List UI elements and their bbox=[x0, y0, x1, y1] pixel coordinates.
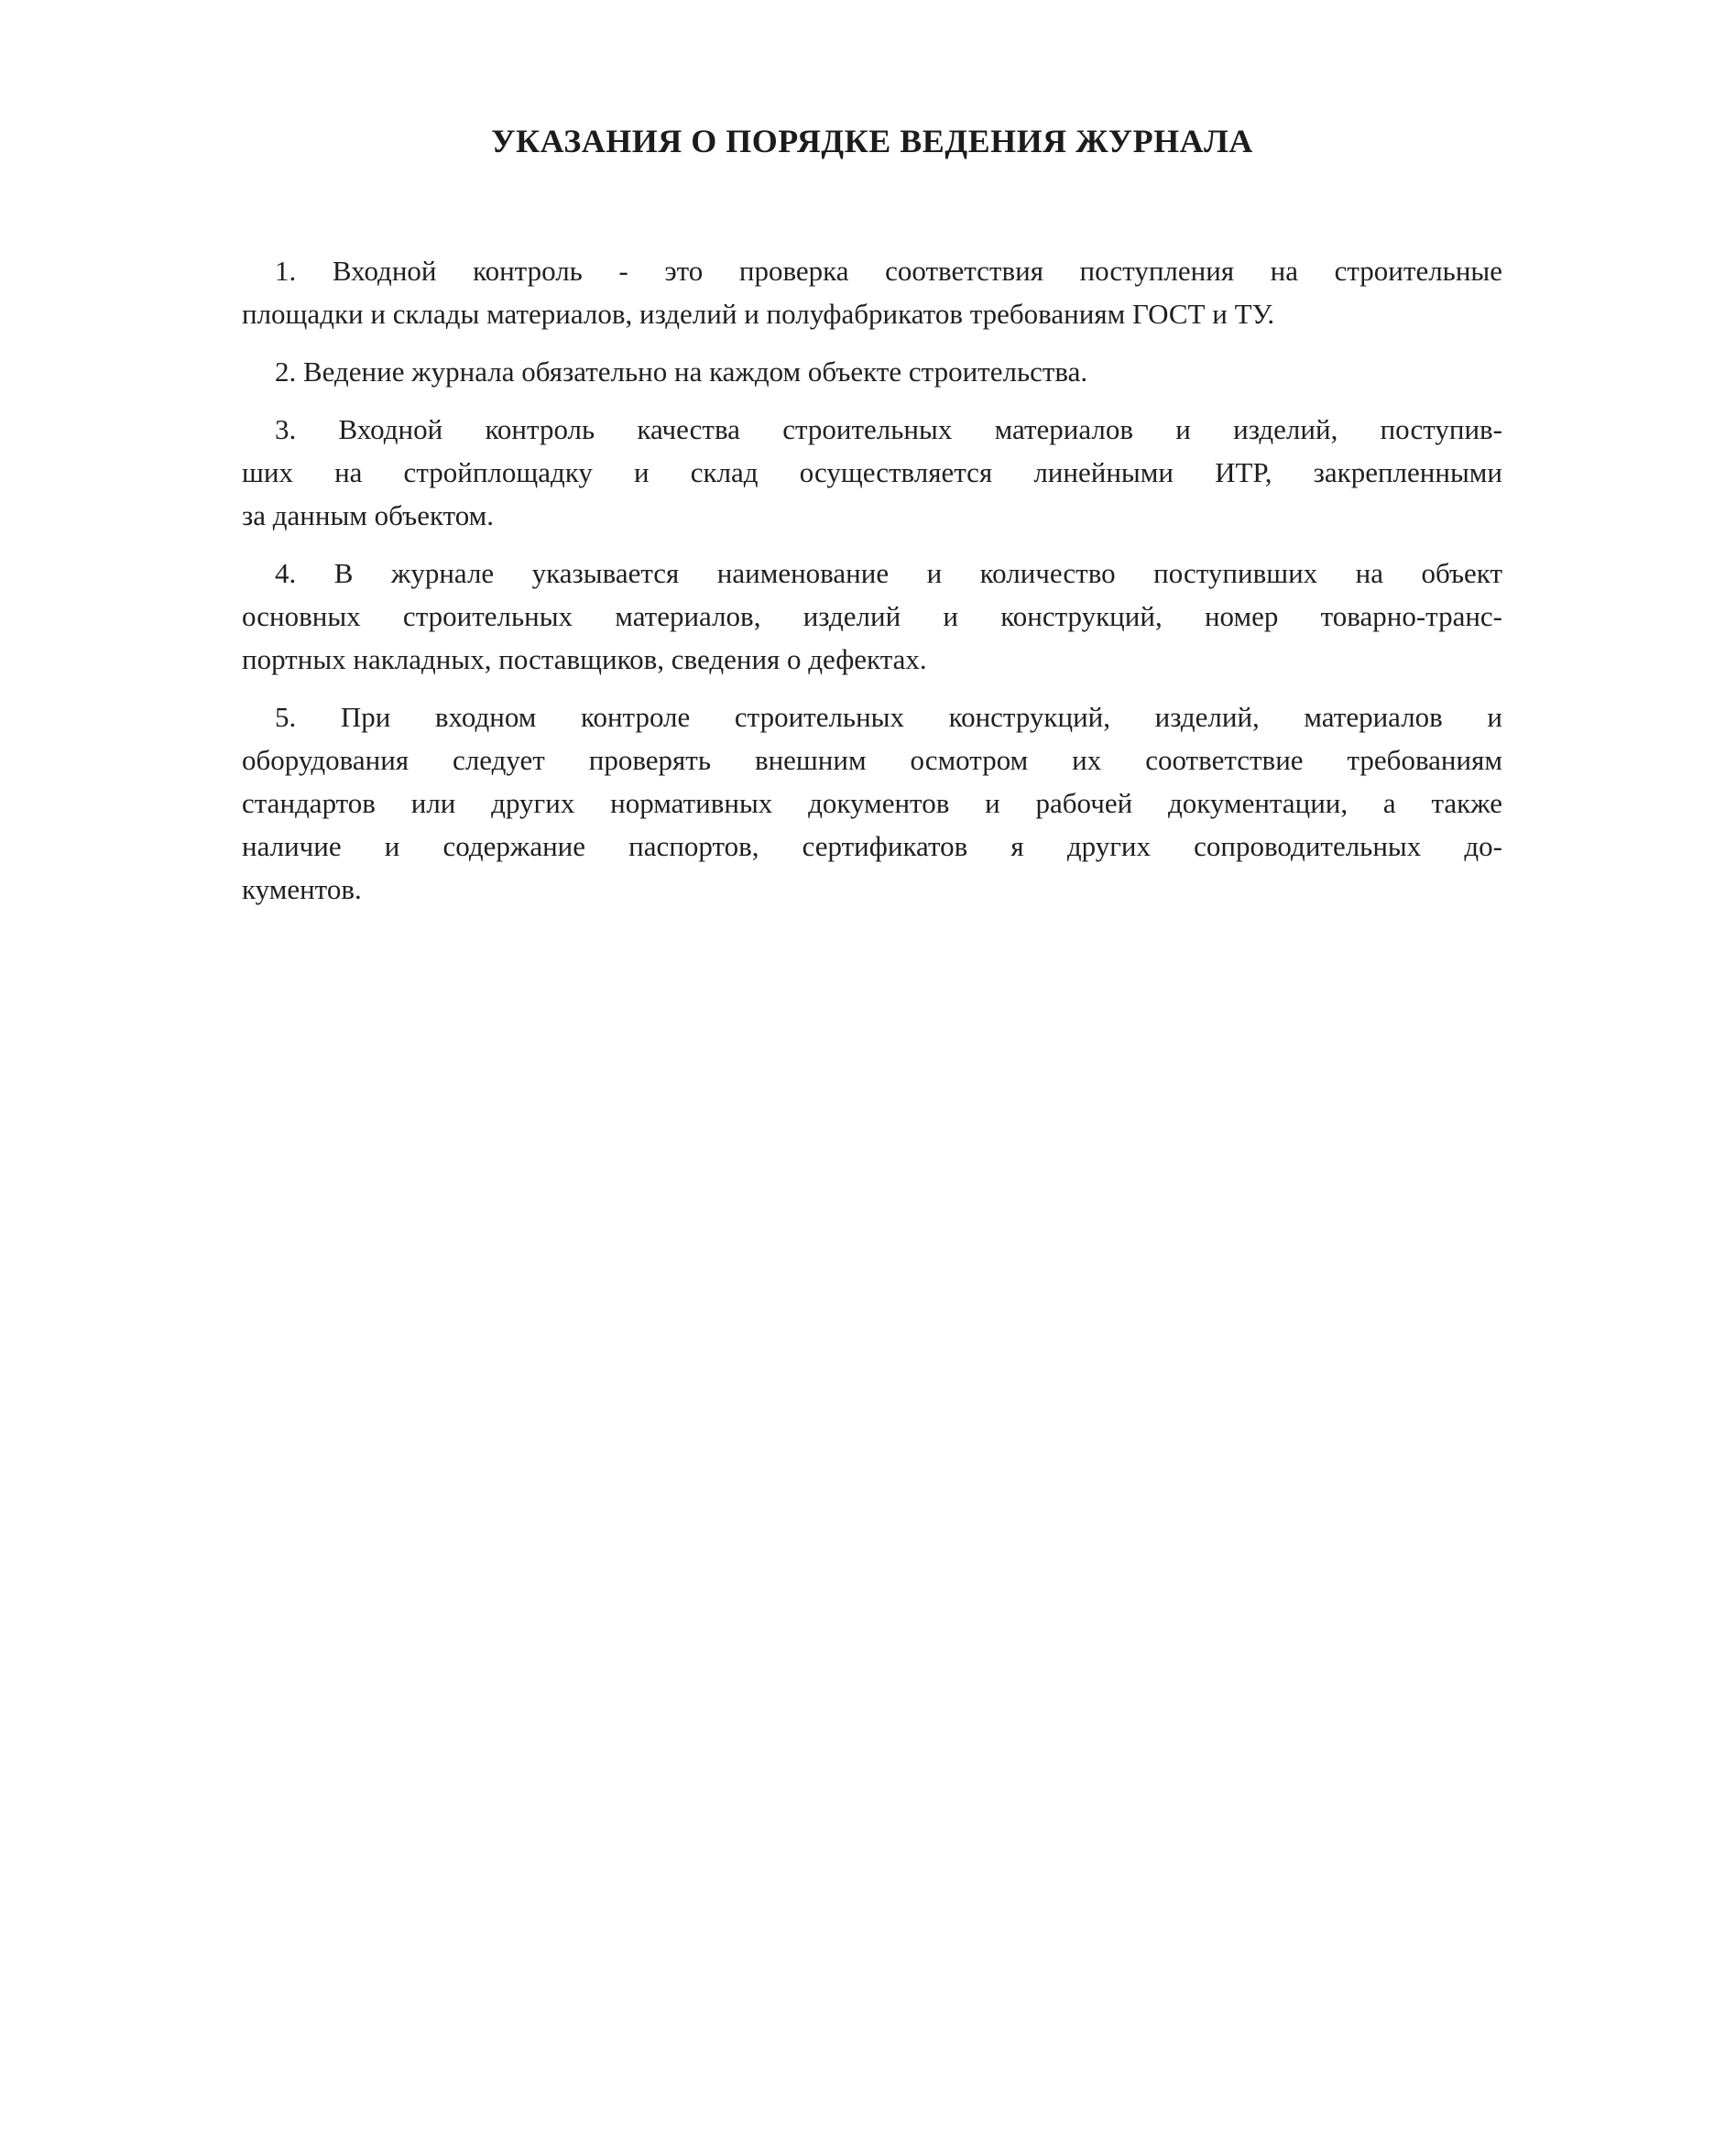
paragraph-line: за данным объектом. bbox=[242, 499, 495, 531]
paragraph-line: 4. В журнале указывается наименование и количество поступивших на объект bbox=[275, 557, 1502, 589]
page-content bbox=[242, 121, 1502, 925]
instruction-paragraph bbox=[242, 249, 1502, 335]
instruction-paragraph bbox=[242, 695, 1502, 911]
instruction-paragraph bbox=[242, 408, 1502, 537]
paragraph-line: оборудования следует проверять внешним осмотром их соответствие требованиям bbox=[242, 744, 1502, 776]
instruction-paragraph bbox=[242, 350, 1502, 393]
page-title: УКАЗАНИЯ О ПОРЯДКЕ ВЕДЕНИЯ ЖУРНАЛА bbox=[491, 123, 1253, 159]
paragraph-line: основных строительных материалов, изделий и конструкций, номер товарно-транс- bbox=[242, 600, 1502, 632]
paragraph-line: 1. Входной контроль - это проверка соответствия поступления на строительные bbox=[275, 255, 1502, 287]
paragraph-line: ших на стройплощадку и склад осуществляется линейными ИТР, закрепленными bbox=[242, 456, 1502, 488]
paragraph-line: 5. При входном контроле строительных конструкций, изделий, материалов и bbox=[275, 701, 1502, 733]
paragraph-line: площадки и склады материалов, изделий и полуфабрикатов требованиям ГОСТ и ТУ. bbox=[242, 298, 1275, 330]
paragraph-line: 2. Ведение журнала обязательно на каждом объекте строительства. bbox=[275, 355, 1088, 388]
paragraph-line: 3. Входной контроль качества строительных материалов и изделий, поступив- bbox=[275, 413, 1502, 445]
paragraph-line: стандартов или других нормативных документов и рабочей документации, а также bbox=[242, 787, 1502, 819]
paragraph-line: кументов. bbox=[242, 873, 362, 905]
instruction-paragraph bbox=[242, 552, 1502, 681]
paragraph-line: наличие и содержание паспортов, сертификатов я других сопроводительных до- bbox=[242, 830, 1502, 862]
paragraphs bbox=[242, 249, 1502, 911]
paragraph-line: портных накладных, поставщиков, сведения о дефектах. bbox=[242, 643, 927, 675]
